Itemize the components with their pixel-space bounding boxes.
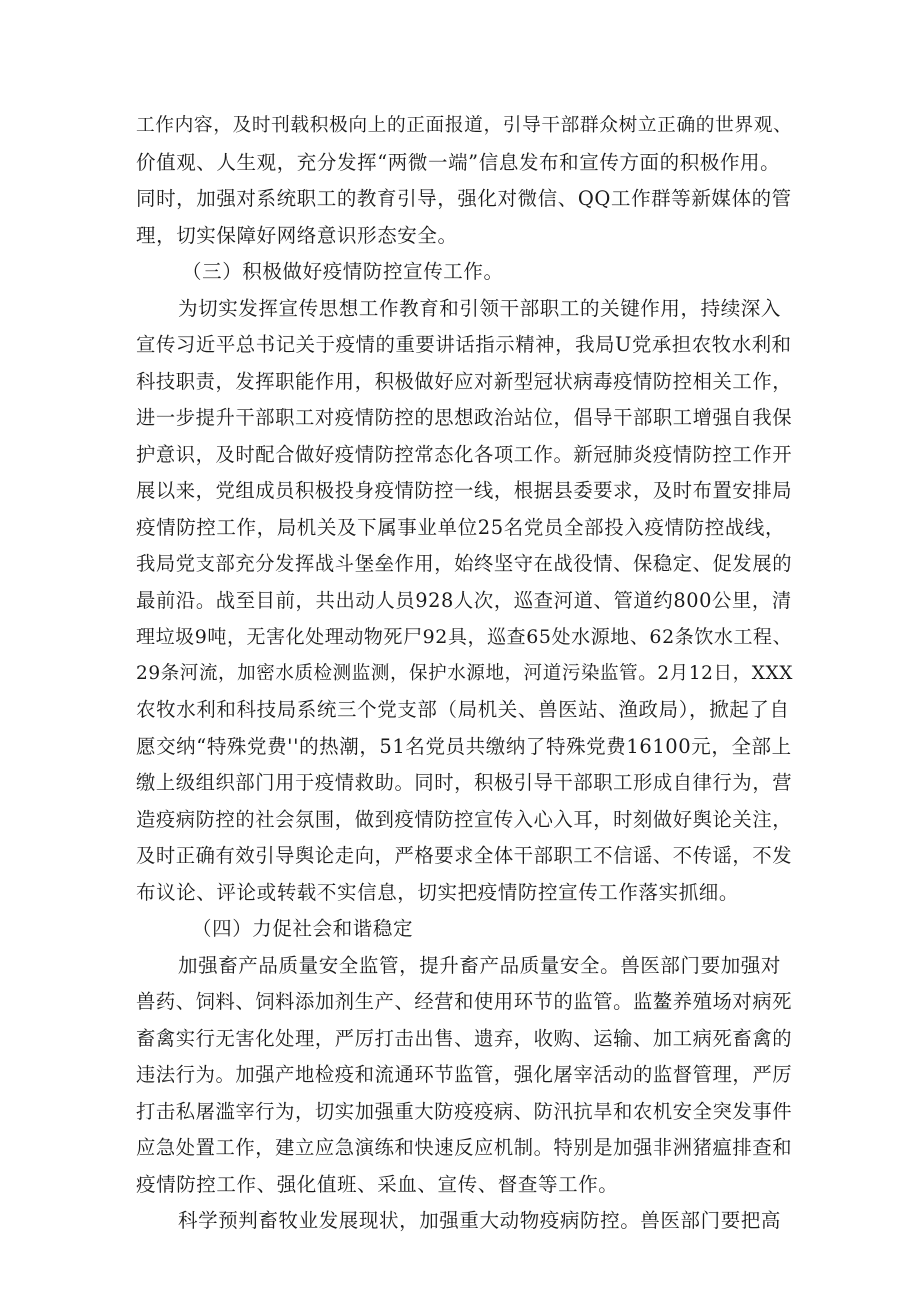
text-line: 愿交纳“特殊党费''的热潮，51名党员共缴纳了特殊党费16100元，全部上 — [136, 734, 792, 758]
text-line: 展以来，党组成员积极投身疫情防控一线，根据县委要求，及时布置安排局 — [136, 479, 793, 502]
text-line: 兽药、饲料、饲料添加剂生产、经营和使用环节的监管。监鳌养殖场对病死 — [136, 990, 793, 1013]
text-line: 理，切实保障好网络意识形态安全。 — [136, 223, 458, 247]
paragraph — [136, 108, 792, 254]
section-heading: （三）积极做好疫情防控宣传工作。 — [182, 260, 504, 283]
paragraph — [136, 291, 792, 912]
text-line: 理垃圾9吨，无害化处理动物死尸92具，巡查65处水源地、62条饮水工程、 — [136, 626, 793, 648]
text-line: 为切实发挥宣传思想工作教育和引领干部职工的关键作用，持续深入 — [178, 296, 782, 320]
text-line: 价值观、人生观，充分发挥“两微一端”信息发布和宣传方面的积极作用。 — [136, 150, 781, 174]
text-line: 工作内容，及时刊载积极向上的正面报道，引导干部群众树立正确的世界观、 — [136, 115, 793, 136]
text-line: 疫情防控工作、强化值班、采血、宣传、督查等工作。 — [136, 1172, 619, 1196]
text-line: 宣传习近平总书记关于疫情的重要讲话指示精神，我局U党承担农牧水利和 — [136, 333, 792, 356]
text-line: 科学预判畜牧业发展现状，加强重大动物疫病防控。兽医部门要把高 — [178, 1209, 782, 1232]
text-line: 造疫病防控的社会氛围，做到疫情防控宣传入心入耳，时刻做好舆论关注， — [136, 807, 793, 831]
text-line: 农牧水利和科技局系统三个党支部（局机关、兽医站、渔政局），掀起了自 — [136, 698, 790, 721]
text-line: 打击私屠滥宰行为，切实加强重大防疫疫病、防汛抗旱和农机安全突发事件 — [136, 1099, 793, 1123]
text-line: 疫情防控工作，局机关及下属事业单位25名党员全部投入疫情防控战线， — [136, 515, 786, 539]
text-line: 及时正确有效引导舆论走向，严格要求全体干部职工不信谣、不传谣，不发 — [136, 844, 793, 867]
text-line: 最前沿。战至目前，共出动人员928人次，巡查河道、管道约800公里，清 — [136, 588, 792, 612]
text-line: 畜禽实行无害化处理，严厉打击出售、遗弃，收购、运输、加工病死畜禽的 — [136, 1026, 793, 1050]
section-heading: （四）力促社会和谐稳定 — [192, 917, 414, 940]
paragraph — [136, 948, 792, 1204]
document-page — [136, 108, 792, 1240]
text-line: 布议论、评论或转载不实信息，切实把疫情防控宣传工作落实抓细。 — [136, 880, 740, 904]
text-line: 缴上级组织部门用于疫情救助。同时，积极引导干部职工形成自律行为，营 — [136, 771, 793, 794]
text-line: 我局党支部充分发挥战斗堡垒作用，始终坚守在战役情、保稳定、促发展的 — [136, 552, 793, 575]
text-line: 护意识，及时配合做好疫情防控常态化各项工作。新冠肺炎疫情防控工作开 — [136, 442, 793, 466]
text-line: 违法行为。加强产地检疫和流通环节监管，强化屠宰活动的监督管理，严厉 — [136, 1063, 793, 1086]
text-line: 进一步提升干部职工对疫情防控的思想政治站位，倡导干部职工增强自我保 — [136, 406, 793, 429]
text-line: 科技职责，发挥职能作用，积极做好应对新型冠状病毒疫情防控相关工作， — [136, 369, 793, 393]
text-line: 同时，加强对系统职工的教育引导，强化对微信、QQ工作群等新媒体的管 — [136, 187, 792, 210]
text-line: 应急处置工作，建立应急演练和快速反应机制。特别是加强非洲猪瘟排查和 — [136, 1136, 793, 1159]
text-line: 29条河流，加密水质检测监测，保护水源地，河道污染监管。2月12日，XXX — [136, 662, 794, 684]
paragraph — [136, 1203, 792, 1240]
text-line: 加强畜产品质量安全监管，提升畜产品质量安全。兽医部门要加强对 — [178, 953, 782, 977]
